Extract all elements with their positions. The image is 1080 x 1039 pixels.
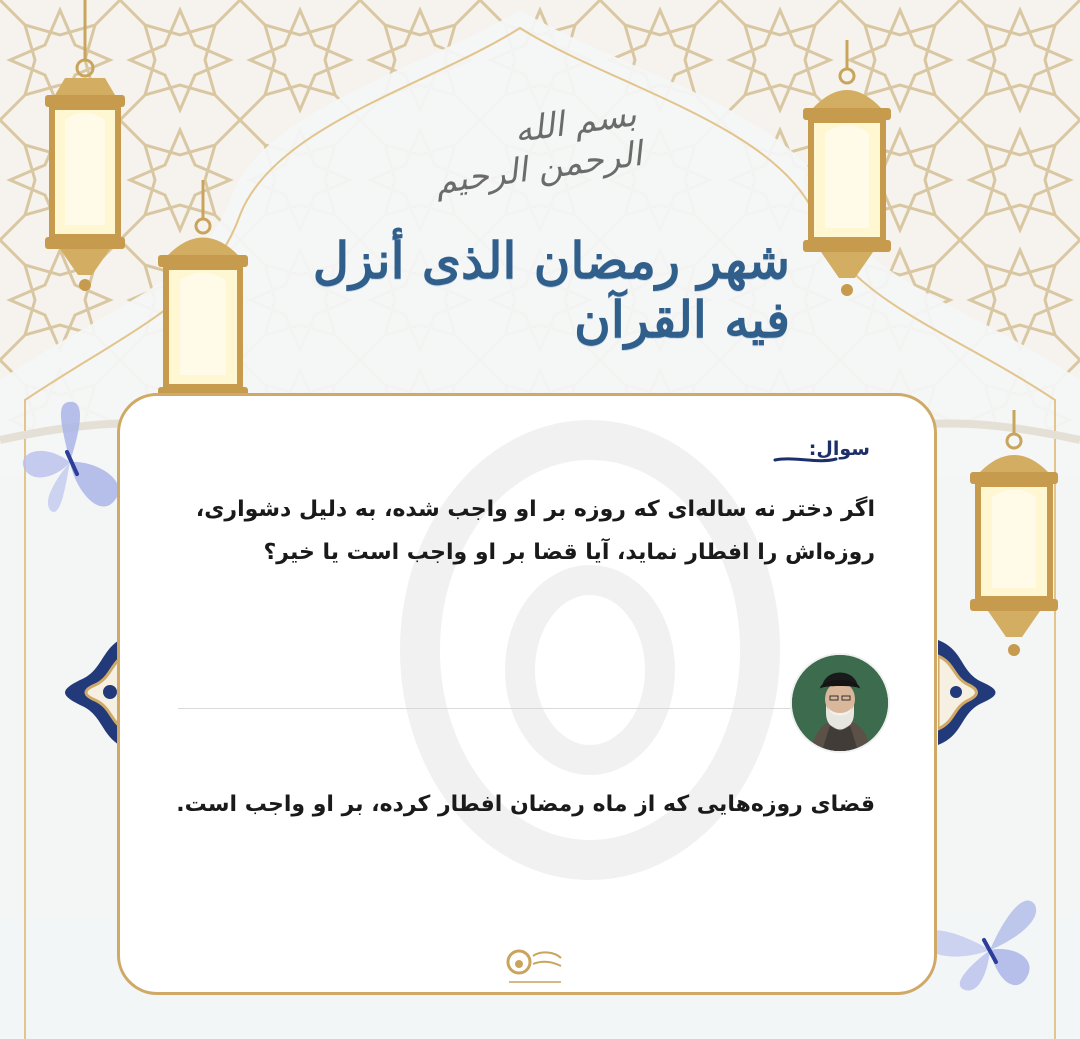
butterfly-icon [15, 400, 130, 520]
news-agency-logo-icon [505, 940, 565, 990]
verse-calligraphy: شهر رمضان الذی أنزل فیه القرآن [312, 231, 790, 349]
question-text: اگر دختر نه ساله‌ای که روزه بر او واجب شده، به دلیل دشواری، روزه‌اش را افطار نماید، آیا قضا بر او واجب است یا خیر؟ [195, 497, 875, 565]
butterfly-icon [920, 890, 1045, 995]
avatar [790, 653, 890, 753]
answer-text: قضای روزه‌هایی که از ماه رمضان افطار کرده، بر او واجب است. [176, 792, 875, 817]
lantern-icon [962, 410, 1067, 660]
avatar-portrait-icon [792, 655, 888, 751]
divider [178, 708, 793, 709]
lantern-icon [795, 40, 900, 300]
bismillah-calligraphy: بسم الله الرحمن الرحیم [432, 94, 645, 203]
lantern-icon [30, 0, 140, 300]
ornament-icon [938, 640, 1003, 745]
question-label: سوال: [808, 438, 870, 460]
question-label-underline [773, 454, 838, 466]
